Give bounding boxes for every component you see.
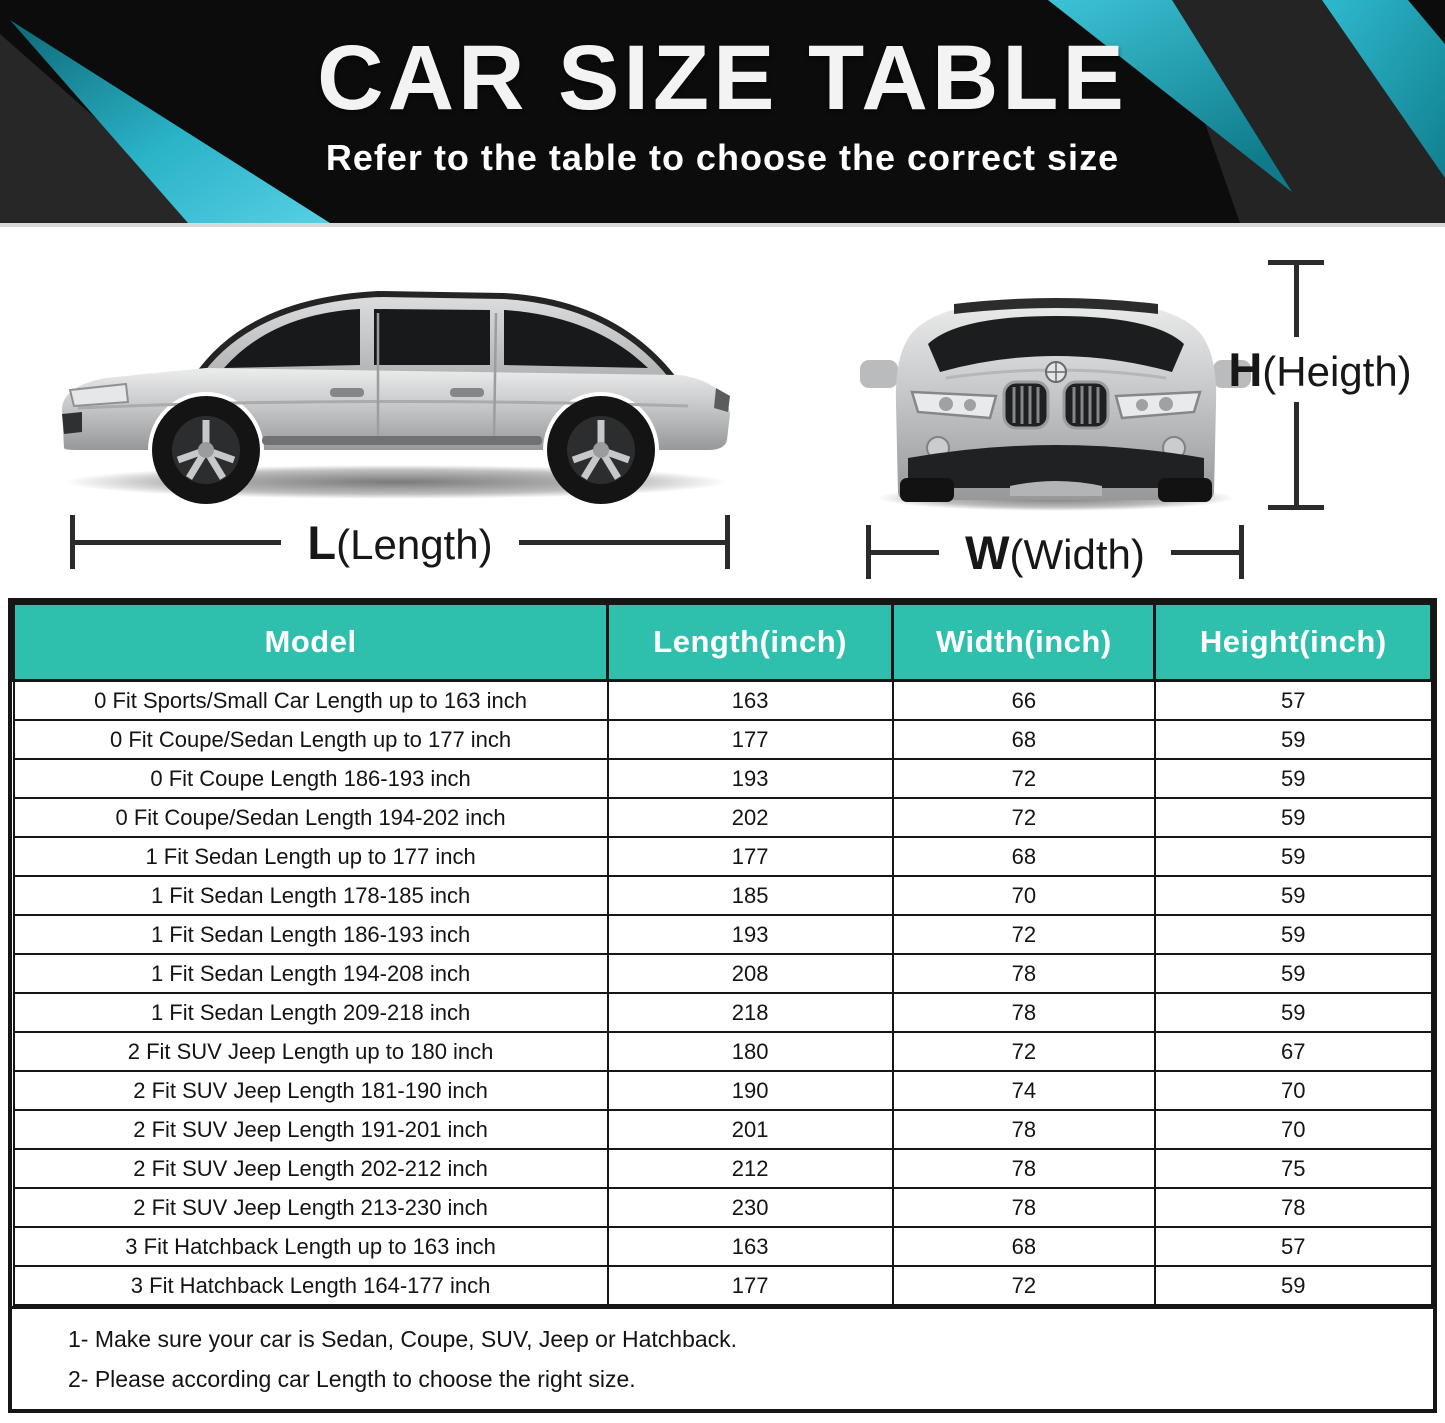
table-row xyxy=(14,876,1432,915)
size-table-body xyxy=(14,681,1432,1306)
notes-box xyxy=(12,1306,1433,1409)
length-dim-line-left xyxy=(75,540,281,545)
model-cell: 0 Fit Coupe/Sedan Length 194-202 inch xyxy=(14,798,608,837)
model-cell: 2 Fit SUV Jeep Length 181-190 inch xyxy=(14,1071,608,1110)
model-cell: 2 Fit SUV Jeep Length 202-212 inch xyxy=(14,1149,608,1188)
length-dimension xyxy=(70,512,730,572)
height-label: (Heigth) xyxy=(1262,348,1412,395)
width-cell: 66 xyxy=(893,681,1155,721)
height-cell: 59 xyxy=(1155,798,1432,837)
height-dimension-label xyxy=(1228,342,1411,397)
height-cell: 70 xyxy=(1155,1071,1432,1110)
height-dimension xyxy=(1228,260,1412,510)
note-line-1: 1- Make sure your car is Sedan, Coupe, SUV, Jeep or Hatchback. xyxy=(68,1326,738,1352)
page-title: CAR SIZE TABLE xyxy=(317,27,1128,129)
note-line-2: 2- Please according car Length to choose the right size. xyxy=(68,1366,636,1392)
height-cell: 59 xyxy=(1155,954,1432,993)
length-cell: 190 xyxy=(608,1071,893,1110)
table-row xyxy=(14,837,1432,876)
length-cell: 185 xyxy=(608,876,893,915)
height-dim-line-bottom xyxy=(1294,402,1299,505)
width-dim-right-tick xyxy=(1239,525,1244,579)
width-cell: 68 xyxy=(893,720,1155,759)
table-row xyxy=(14,915,1432,954)
width-dim-line-left xyxy=(871,550,939,555)
width-cell: 72 xyxy=(893,1032,1155,1071)
height-cell: 59 xyxy=(1155,993,1432,1032)
height-dim-bottom-tick xyxy=(1268,505,1324,510)
length-dim-right-tick xyxy=(725,515,730,569)
width-cell: 74 xyxy=(893,1071,1155,1110)
table-row xyxy=(14,1032,1432,1071)
table-row xyxy=(14,1188,1432,1227)
height-cell: 59 xyxy=(1155,837,1432,876)
model-cell: 3 Fit Hatchback Length up to 163 inch xyxy=(14,1227,608,1266)
page-subtitle: Refer to the table to choose the correct size xyxy=(325,136,1120,178)
banner xyxy=(0,0,1445,227)
height-cell: 57 xyxy=(1155,1227,1432,1266)
table-row xyxy=(14,798,1432,837)
width-cell: 78 xyxy=(893,1188,1155,1227)
height-cell: 59 xyxy=(1155,759,1432,798)
width-cell: 68 xyxy=(893,1227,1155,1266)
model-column-header: Model xyxy=(14,604,608,681)
width-dimension-label xyxy=(965,525,1145,580)
table-row xyxy=(14,1071,1432,1110)
length-cell: 202 xyxy=(608,798,893,837)
size-table-container xyxy=(8,598,1437,1413)
model-cell: 1 Fit Sedan Length 209-218 inch xyxy=(14,993,608,1032)
length-cell: 177 xyxy=(608,720,893,759)
length-cell: 230 xyxy=(608,1188,893,1227)
width-cell: 78 xyxy=(893,1149,1155,1188)
height-cell: 59 xyxy=(1155,720,1432,759)
length-dim-line-right xyxy=(519,540,725,545)
length-cell: 218 xyxy=(608,993,893,1032)
size-table xyxy=(12,602,1433,1306)
length-cell: 177 xyxy=(608,837,893,876)
length-cell: 201 xyxy=(608,1110,893,1149)
width-cell: 72 xyxy=(893,798,1155,837)
height-cell: 59 xyxy=(1155,915,1432,954)
length-column-header: Length(inch) xyxy=(608,604,893,681)
width-cell: 72 xyxy=(893,915,1155,954)
width-symbol: W xyxy=(965,525,1010,579)
model-cell: 0 Fit Coupe Length 186-193 inch xyxy=(14,759,608,798)
height-symbol: H xyxy=(1228,343,1263,396)
model-cell: 1 Fit Sedan Length up to 177 inch xyxy=(14,837,608,876)
length-cell: 212 xyxy=(608,1149,893,1188)
width-cell: 78 xyxy=(893,954,1155,993)
width-dimension xyxy=(866,522,1244,582)
model-cell: 1 Fit Sedan Length 178-185 inch xyxy=(14,876,608,915)
table-row xyxy=(14,954,1432,993)
table-row xyxy=(14,1266,1432,1305)
table-row xyxy=(14,1110,1432,1149)
width-label: (Width) xyxy=(1009,530,1145,578)
table-row xyxy=(14,759,1432,798)
length-cell: 193 xyxy=(608,915,893,954)
height-cell: 78 xyxy=(1155,1188,1432,1227)
width-dim-line-right xyxy=(1171,550,1239,555)
length-label: (Length) xyxy=(336,520,493,568)
height-dim-line-top xyxy=(1294,265,1299,337)
model-cell: 3 Fit Hatchback Length 164-177 inch xyxy=(14,1266,608,1305)
length-cell: 180 xyxy=(608,1032,893,1071)
side-view-car-image xyxy=(48,238,743,510)
height-cell: 75 xyxy=(1155,1149,1432,1188)
table-row xyxy=(14,993,1432,1032)
height-cell: 59 xyxy=(1155,876,1432,915)
width-cell: 72 xyxy=(893,1266,1155,1305)
model-cell: 2 Fit SUV Jeep Length up to 180 inch xyxy=(14,1032,608,1071)
width-cell: 78 xyxy=(893,993,1155,1032)
height-cell: 67 xyxy=(1155,1032,1432,1071)
length-cell: 177 xyxy=(608,1266,893,1305)
table-row xyxy=(14,1149,1432,1188)
length-cell: 208 xyxy=(608,954,893,993)
height-cell: 57 xyxy=(1155,681,1432,721)
model-cell: 2 Fit SUV Jeep Length 191-201 inch xyxy=(14,1110,608,1149)
width-cell: 68 xyxy=(893,837,1155,876)
height-cell: 59 xyxy=(1155,1266,1432,1305)
width-cell: 70 xyxy=(893,876,1155,915)
model-cell: 1 Fit Sedan Length 194-208 inch xyxy=(14,954,608,993)
length-cell: 193 xyxy=(608,759,893,798)
model-cell: 2 Fit SUV Jeep Length 213-230 inch xyxy=(14,1188,608,1227)
model-cell: 1 Fit Sedan Length 186-193 inch xyxy=(14,915,608,954)
front-view-car-image xyxy=(858,242,1253,514)
table-row xyxy=(14,720,1432,759)
model-cell: 0 Fit Sports/Small Car Length up to 163 inch xyxy=(14,681,608,721)
length-dimension-label xyxy=(307,515,492,570)
table-row xyxy=(14,1227,1432,1266)
model-cell: 0 Fit Coupe/Sedan Length up to 177 inch xyxy=(14,720,608,759)
width-column-header: Width(inch) xyxy=(893,604,1155,681)
height-column-header: Height(inch) xyxy=(1155,604,1432,681)
height-cell: 70 xyxy=(1155,1110,1432,1149)
width-cell: 78 xyxy=(893,1110,1155,1149)
length-cell: 163 xyxy=(608,1227,893,1266)
table-row xyxy=(14,681,1432,721)
length-cell: 163 xyxy=(608,681,893,721)
table-header-row xyxy=(14,604,1432,681)
width-cell: 72 xyxy=(893,759,1155,798)
length-symbol: L xyxy=(307,515,337,569)
